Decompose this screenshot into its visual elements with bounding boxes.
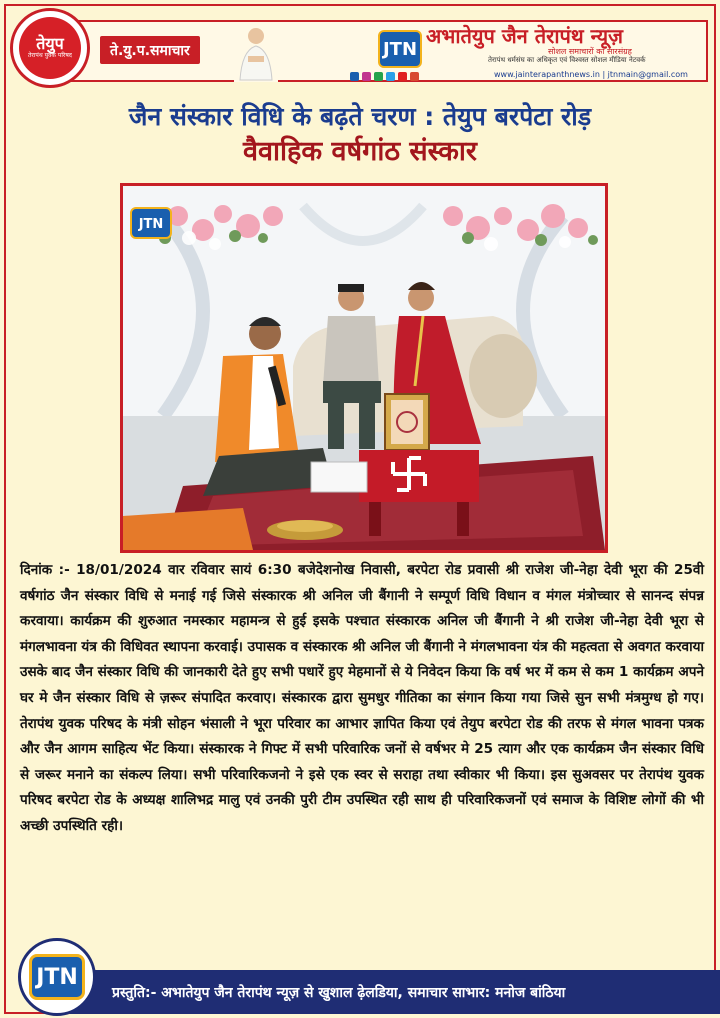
photo-watermark: JTN <box>138 217 164 232</box>
footer-credit: प्रस्तुति:- अभातेयुप जैन तेरापंथ न्यूज़ से खुशाल ढ़ेलडिया, समाचार साभार: मनोज बांठिया <box>112 984 566 1001</box>
saint-portrait-image <box>234 22 278 82</box>
event-photo-illustration <box>123 186 605 550</box>
headline-line-2: वैवाहिक वर्षगांठ संस्कार <box>243 136 477 167</box>
instagram-icon[interactable] <box>362 72 371 81</box>
headline-line-1: जैन संस्कार विधि के बढ़ते चरण : तेयुप बरपेटा रोड़ <box>128 102 592 131</box>
brand-contact[interactable]: www.jainterapanthnews.in | jtnmain@gmail.com <box>494 70 688 79</box>
social-icons <box>350 72 419 81</box>
brand-title: अभातेयुप जैन तेरापंथ न्यूज़ <box>426 24 623 48</box>
footer <box>0 958 720 1018</box>
whatsapp-icon[interactable] <box>374 72 383 81</box>
footer-logo <box>18 938 96 1016</box>
logo-subtext: तेरापंथ युवक परिषद <box>28 52 72 59</box>
jtn-footer-logo-icon: JTN <box>29 954 85 1000</box>
event-photo <box>120 183 608 553</box>
footer-credit-band <box>70 970 720 1014</box>
headline <box>0 100 720 170</box>
twitter-icon[interactable] <box>386 72 395 81</box>
news-category-tag: ते.यु.प.समाचार <box>100 36 200 64</box>
brand-subtitle: तेरापंथ धर्मसंघ का अधिकृत एवं विश्वस्त सोशल मीडिया नेटवर्क <box>488 56 646 64</box>
facebook-icon[interactable] <box>350 72 359 81</box>
header <box>8 8 712 86</box>
google-icon[interactable] <box>410 72 419 81</box>
brand-tagline: सोशल समाचारों का सारसंग्रह <box>548 47 632 56</box>
logo-text: तेयुप <box>36 34 64 53</box>
youtube-icon[interactable] <box>398 72 407 81</box>
teyup-logo-emblem <box>19 17 81 79</box>
article-body: दिनांक :- 18/01/2024 वार रविवार सायं 6:30 बजेदेशनोख निवासी, बरपेटा रोड प्रवासी श्री राजेश जी-नेहा देवी भूरा की 25वी वर्षगांठ जैन संस्कार विधि से मनाई गई जिसे संस्कारक श्री अनिल जी बैंगानी ने सम्पूर्ण विधि विधान व मंगल मंत्रोच्चार से सानन्द संपन्न करवाया। कार्यक्रम की शुरुआत नमस्कार महामन्त्र से हुई इसके पश्चात संस्कारक अनिल जी बैंगानी ने श्री राजेश जी-नेहा देवी भूरा से मंगलभावना यंत्र की विधिवत स्थापना करवाई। उपासक व संस्कारक श्री अनिल जी बैंगानी ने मंगलभावना यंत्र की महत्वता से अवगत करवाया उसके बाद जैन संस्कार विधि की जानकारी देते हुए सभी पधारें हुए मेहमानों से ये निवेदन किया कि वर्ष भर में कम से कम 1 कार्यक्रम अपने घर मे जैन संस्कार विधि से ज़रूर संपादित करवाए। संस्कारक द्वारा सुमधुर गीतिका का संगान किया गया जिसे सुन सभी मंत्रमुग्ध हो गए। तेरापंथ युवक परिषद के मंत्री सोहन भंसाली ने भूरा परिवार का आभार ज्ञापित किया एवं तेयुप बरपेटा रोड की तरफ से मंगल भावना पत्रक और जैन आगम साहित्य भेंट किया। संस्कारक ने गिफ्ट में सभी परिवारिक जनों से वर्षभर मे 25 त्याग और एक कार्यक्रम जैन संस्कार विधि से जरूर मनाने का संकल्प लिया। सभी परिवारिकजनो ने इसे एक स्वर से सराहा तथा स्वीकार भी किया। इस सुअवसर पर तेरापंथ युवक परिषद बरपेटा रोड के अध्यक्ष शालिभद्र मालु एवं उनकी पुरी टीम उपस्थित रही साथ ही परिवारिकजनों एवं समाज के विशिष्ट लोगों की भी अच्छी उपस्थिति रही। <box>20 562 705 834</box>
teyup-logo <box>10 8 90 88</box>
jtn-logo-icon: JTN <box>378 30 422 68</box>
